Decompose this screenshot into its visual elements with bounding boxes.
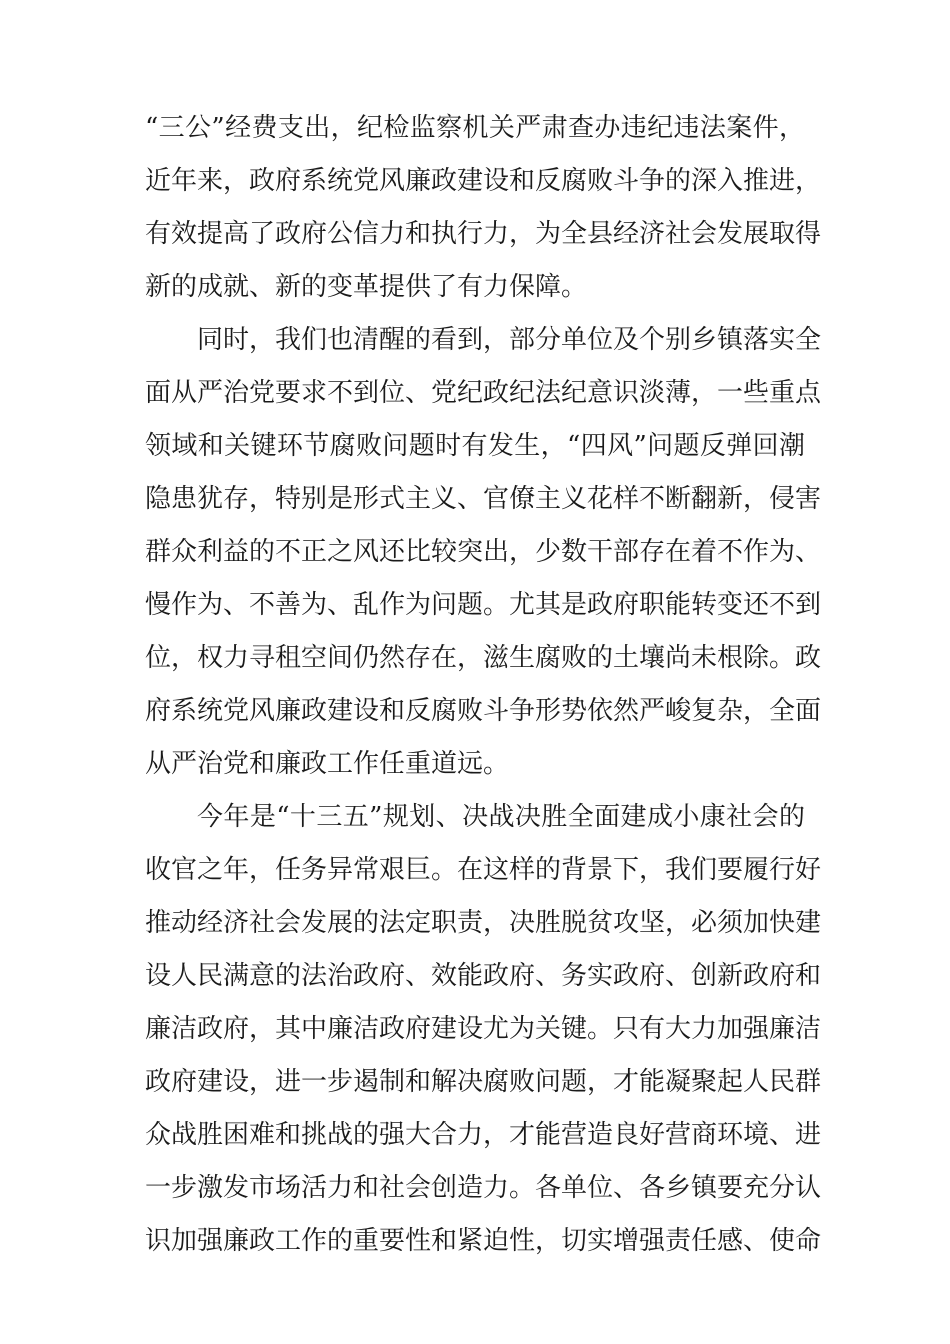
text-line: 一步激发市场活力和社会创造力。各单位、各乡镇要充分认 — [145, 1173, 822, 1203]
text-line: 群众利益的不正之风还比较突出，少数干部存在着不作为、 — [145, 537, 822, 567]
text-line: 领域和关键环节腐败问题时有发生，“四风”问题反弹回潮 — [145, 431, 805, 461]
text-line: 政府建设，进一步遏制和解决腐败问题，才能凝聚起人民群 — [145, 1067, 822, 1097]
text-line: 位，权力寻租空间仍然存在，滋生腐败的土壤尚未根除。政 — [145, 643, 822, 673]
text-line: 设人民满意的法治政府、效能政府、务实政府、创新政府和 — [145, 961, 822, 991]
text-line: 面从严治党要求不到位、党纪政纪法纪意识淡薄，一些重点 — [145, 378, 822, 408]
paragraph-first-line: 同时，我们也清醒的看到，部分单位及个别乡镇落实全 — [197, 325, 822, 355]
text-line: 从严治党和廉政工作任重道远。 — [145, 749, 510, 779]
text-line: 众战胜困难和挑战的强大合力，才能营造良好营商环境、进 — [145, 1120, 822, 1150]
text-line: 收官之年，任务异常艰巨。在这样的背景下，我们要履行好 — [145, 855, 822, 885]
text-line: 近年来，政府系统党风廉政建设和反腐败斗争的深入推进， — [145, 166, 822, 196]
body-text — [145, 102, 822, 1268]
text-line: “三公”经费支出，纪检监察机关严肃查办违纪违法案件， — [145, 113, 805, 143]
text-line: 有效提高了政府公信力和执行力，为全县经济社会发展取得 — [145, 219, 822, 249]
paragraph-first-line: 今年是“十三五”规划、决战决胜全面建成小康社会的 — [197, 802, 805, 832]
text-line: 府系统党风廉政建设和反腐败斗争形势依然严峻复杂，全面 — [145, 696, 822, 726]
text-line: 推动经济社会发展的法定职责，决胜脱贫攻坚，必须加快建 — [145, 908, 822, 938]
text-line: 隐患犹存，特别是形式主义、官僚主义花样不断翻新，侵害 — [145, 484, 822, 514]
text-line: 廉洁政府，其中廉洁政府建设尤为关键。只有大力加强廉洁 — [145, 1014, 822, 1044]
text-line: 新的成就、新的变革提供了有力保障。 — [145, 272, 588, 302]
text-line: 识加强廉政工作的重要性和紧迫性，切实增强责任感、使命 — [145, 1226, 822, 1256]
text-line: 慢作为、不善为、乱作为问题。尤其是政府职能转变还不到 — [145, 590, 822, 620]
